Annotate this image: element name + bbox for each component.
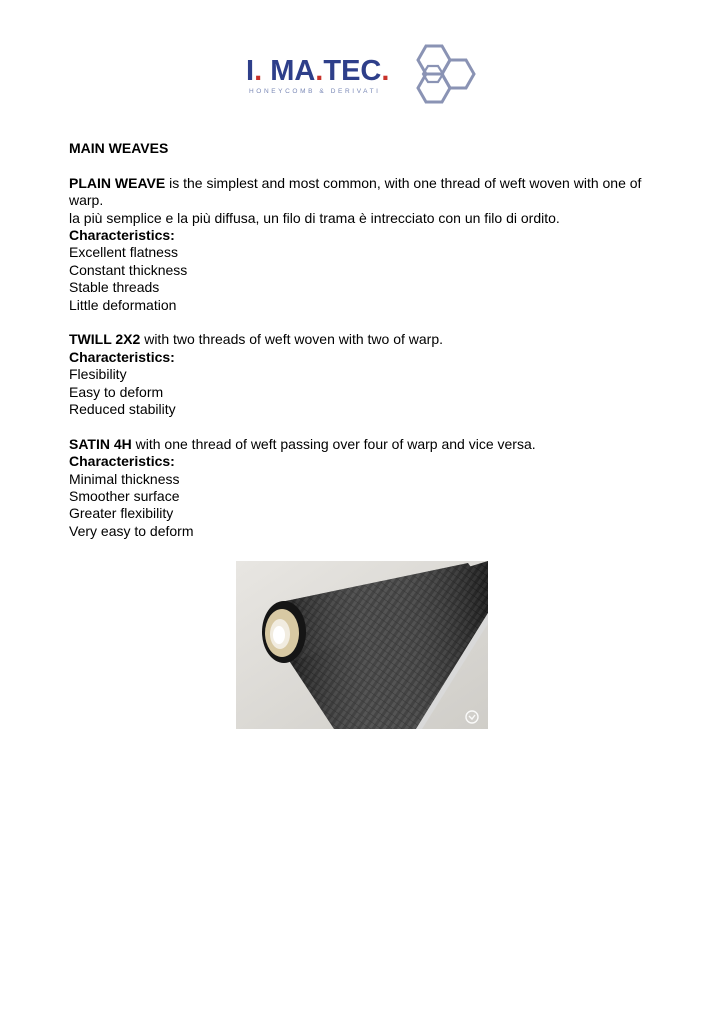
twill-char-label: Characteristics: xyxy=(69,348,175,365)
carbon-fiber-roll-image xyxy=(236,561,488,729)
char-item: Minimal thickness xyxy=(69,470,180,487)
char-item: Stable threads xyxy=(69,279,160,296)
plain-weave-italian: la più semplice e la più diffusa, un filo di trama è intrecciato con un filo di ordito. xyxy=(69,209,560,226)
plain-char-label: Characteristics: xyxy=(69,227,175,244)
logo-tagline: HONEYCOMB & DERIVATI xyxy=(249,88,381,95)
satin-char-label: Characteristics: xyxy=(69,453,175,470)
char-item: Greater flexibility xyxy=(69,505,174,522)
char-item: Excellent flatness xyxy=(69,244,178,261)
honeycomb-hexagon-icon xyxy=(406,40,476,104)
char-item: Smoother surface xyxy=(69,488,180,505)
logo-brand-text: I. MA.TEC. xyxy=(246,55,390,87)
document-body xyxy=(69,140,669,540)
satin-desc: SATIN 4H with one thread of weft passing over four of warp and vice versa. xyxy=(69,435,536,452)
char-item: Very easy to deform xyxy=(69,522,194,539)
char-item: Constant thickness xyxy=(69,261,188,278)
plain-weave-desc: PLAIN WEAVE is the simplest and most common, with one thread of weft woven with one of warp. xyxy=(69,174,642,209)
main-heading: MAIN WEAVES xyxy=(69,140,169,156)
company-logo xyxy=(246,40,476,104)
char-item: Little deformation xyxy=(69,296,177,313)
char-item: Reduced stability xyxy=(69,401,176,418)
char-item: Flesibility xyxy=(69,366,127,383)
char-item: Easy to deform xyxy=(69,383,164,400)
twill-desc: TWILL 2X2 with two threads of weft woven with two of warp. xyxy=(69,331,444,348)
